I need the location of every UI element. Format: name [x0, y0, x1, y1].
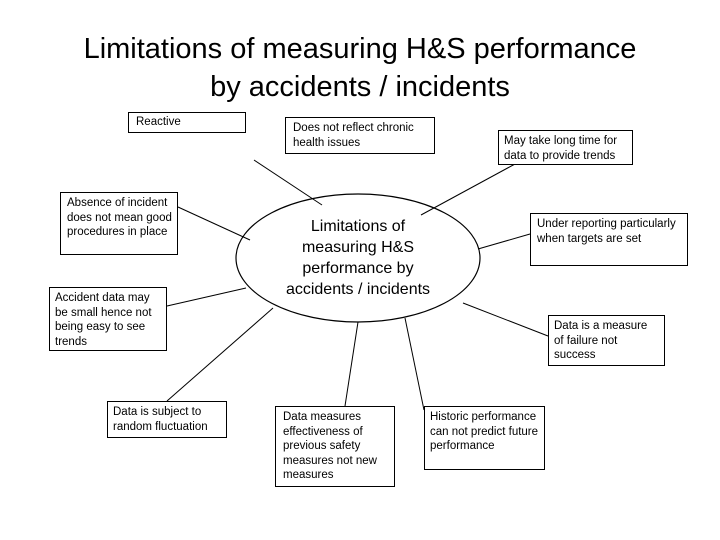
box-random-fluctuation: Data is subject to random fluctuation: [107, 401, 227, 438]
box-under-reporting: Under reporting particularly when targets are set: [530, 213, 688, 266]
box-small-data: Accident data may be small hence not being easy to see trends: [49, 287, 167, 351]
box-measure-of-failure: Data is a measure of failure not success: [548, 315, 665, 366]
connector-line: [167, 288, 246, 306]
center-topic-label: Limitations of measuring H&S performance by accidents / incidents: [285, 218, 431, 298]
connector-line: [478, 234, 530, 249]
box-long-time-trends: May take long time for data to provide trends: [498, 130, 633, 165]
connector-line: [405, 318, 424, 410]
connector-line: [345, 322, 358, 406]
box-previous-measures: Data measures effectiveness of previous safety measures not new measures: [275, 406, 395, 487]
box-absence-of-incident: Absence of incident does not mean good procedures in place: [60, 192, 178, 255]
title-line-1: Limitations of measuring H&S performance: [83, 33, 637, 65]
title-line-2: by accidents / incidents: [210, 71, 510, 103]
box-historic-performance: Historic performance can not predict future performance: [424, 406, 545, 470]
box-reactive: Reactive: [128, 112, 246, 133]
box-chronic-health: Does not reflect chronic health issues: [285, 117, 435, 154]
center-topic: [236, 193, 480, 323]
